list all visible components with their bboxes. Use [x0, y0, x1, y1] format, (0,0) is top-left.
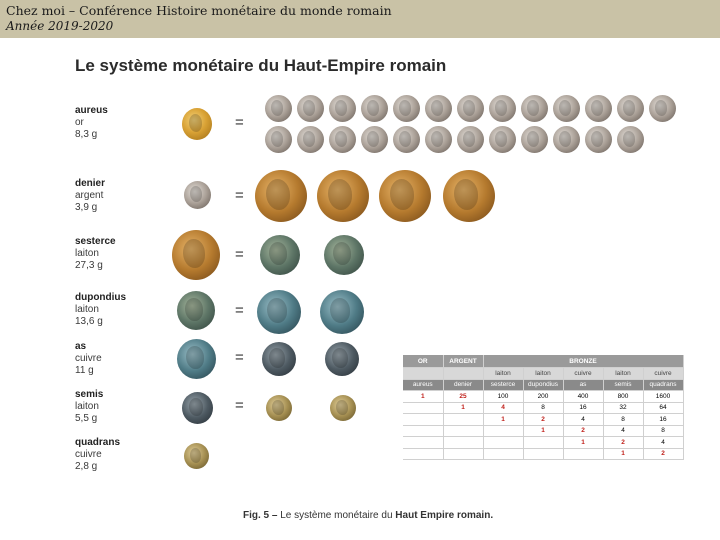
table-cell — [443, 414, 483, 426]
equals-sign: = — [235, 246, 244, 263]
denier-coin — [489, 95, 516, 122]
as-coin — [257, 290, 301, 334]
table-cell: 1 — [603, 448, 643, 460]
figure-caption-prefix: Fig. 5 – — [243, 510, 278, 521]
table-row — [403, 402, 683, 414]
table-cell — [483, 425, 523, 437]
table-cell: 4 — [483, 402, 523, 414]
table-cell — [443, 448, 483, 460]
table-cell: 1 — [563, 437, 603, 449]
denier-coin — [617, 126, 644, 153]
denier-coin — [361, 95, 388, 122]
table-cell: 8 — [523, 402, 563, 414]
table-cell — [403, 425, 443, 437]
denier-coin — [553, 95, 580, 122]
label-as: as cuivre 11 g — [75, 341, 102, 376]
table-row — [403, 391, 683, 403]
semis-coin — [325, 342, 359, 376]
table-cell — [563, 448, 603, 460]
table-row — [403, 414, 683, 426]
table-cell: denier — [443, 379, 483, 391]
table-cell: aureus — [403, 379, 443, 391]
table-cell: 32 — [603, 402, 643, 414]
dupondius-coin — [324, 235, 364, 275]
denier-coin — [521, 95, 548, 122]
denier-coin — [265, 126, 292, 153]
table-cell: as — [563, 379, 603, 391]
denier-coin — [297, 126, 324, 153]
denier-coin — [457, 126, 484, 153]
table-group-header-row — [403, 355, 683, 368]
denier-coin — [585, 95, 612, 122]
denier-coin — [425, 126, 452, 153]
table-cell: 64 — [643, 402, 683, 414]
denier-coin — [393, 126, 420, 153]
table-cell: 2 — [643, 448, 683, 460]
table-cell: laiton — [523, 368, 563, 380]
table-cell: laiton — [483, 368, 523, 380]
sesterce-coin — [255, 170, 307, 222]
table-cell: 2 — [523, 414, 563, 426]
table-cell: 4 — [643, 437, 683, 449]
table-cell: semis — [603, 379, 643, 391]
table-name-row — [403, 379, 683, 391]
dupondius-coin — [260, 235, 300, 275]
table-cell: 1 — [403, 391, 443, 403]
figure-caption-text: Le système monétaire du — [280, 510, 393, 521]
table-metal-row — [403, 368, 683, 380]
table-cell: 1 — [443, 402, 483, 414]
label-quadrans: quadrans cuivre 2,8 g — [75, 437, 121, 472]
table-cell: 200 — [523, 391, 563, 403]
label-dupondius: dupondius laiton 13,6 g — [75, 292, 127, 327]
table-header: BRONZE — [483, 355, 683, 368]
label-sesterce: sesterce laiton 27,3 g — [75, 236, 116, 271]
table-cell: 1 — [483, 414, 523, 426]
conversion-table — [403, 355, 684, 460]
denier-coin — [553, 126, 580, 153]
header-subtitle: Année 2019-2020 — [6, 19, 114, 33]
denier-coin — [329, 95, 356, 122]
table-cell: 8 — [603, 414, 643, 426]
table-cell — [403, 448, 443, 460]
equals-sign: = — [235, 397, 244, 414]
semis-coin — [182, 392, 213, 424]
dupondius-coin — [177, 291, 215, 330]
figure-caption-emph: Haut Empire romain. — [395, 510, 494, 521]
equals-sign: = — [235, 349, 244, 366]
denier-coin — [393, 95, 420, 122]
equals-sign: = — [235, 187, 244, 204]
equals-sign: = — [235, 114, 244, 131]
table-cell: 100 — [483, 391, 523, 403]
denier-coin — [297, 95, 324, 122]
table-cell — [403, 437, 443, 449]
table-cell: 8 — [643, 425, 683, 437]
table-cell — [443, 425, 483, 437]
denier-coin — [457, 95, 484, 122]
table-cell: 4 — [603, 425, 643, 437]
table-cell: 16 — [643, 414, 683, 426]
table-cell: 25 — [443, 391, 483, 403]
denier-coin — [265, 95, 292, 122]
table-cell: 400 — [563, 391, 603, 403]
denier-coin — [649, 95, 676, 122]
sesterce-coin — [317, 170, 369, 222]
quadrans-coin — [184, 443, 209, 469]
table-row — [403, 437, 683, 449]
table-cell — [403, 368, 443, 380]
table-header: ARGENT — [443, 355, 483, 368]
figure-caption — [243, 510, 493, 521]
denier-coin — [521, 126, 548, 153]
table-cell: 2 — [563, 425, 603, 437]
table-cell: quadrans — [643, 379, 683, 391]
table-cell — [483, 448, 523, 460]
table-cell — [443, 368, 483, 380]
sesterce-coin — [443, 170, 495, 222]
aureus-coin — [182, 108, 212, 140]
page-title: Le système monétaire du Haut-Empire romain — [75, 56, 447, 75]
table-cell — [523, 437, 563, 449]
table-cell: 1600 — [643, 391, 683, 403]
as-coin — [320, 290, 364, 334]
sesterce-coin — [172, 230, 220, 280]
table-cell: 800 — [603, 391, 643, 403]
denier-coin — [489, 126, 516, 153]
equals-sign: = — [235, 302, 244, 319]
table-cell — [443, 437, 483, 449]
label-aureus: aureus or 8,3 g — [75, 105, 108, 140]
denier-coin — [617, 95, 644, 122]
table-cell — [403, 402, 443, 414]
table-row — [403, 448, 683, 460]
label-semis: semis laiton 5,5 g — [75, 389, 104, 424]
table-cell: 1 — [523, 425, 563, 437]
table-cell — [483, 437, 523, 449]
table-cell: 16 — [563, 402, 603, 414]
header-title: Chez moi – Conférence Histoire monétaire du monde romain — [6, 3, 392, 18]
denier-coin — [184, 181, 211, 209]
table-cell — [523, 448, 563, 460]
denier-coin — [329, 126, 356, 153]
table-cell: 4 — [563, 414, 603, 426]
table-cell: dupondius — [523, 379, 563, 391]
table-row — [403, 425, 683, 437]
header-banner — [0, 0, 720, 38]
semis-coin — [262, 342, 296, 376]
table-cell: cuivre — [563, 368, 603, 380]
quadrans-coin — [330, 395, 356, 421]
table-cell: cuivre — [643, 368, 683, 380]
as-coin — [177, 339, 216, 379]
label-denier: denier argent 3,9 g — [75, 178, 106, 213]
denier-coin — [425, 95, 452, 122]
denier-coin — [585, 126, 612, 153]
table-cell — [403, 414, 443, 426]
denier-coin — [361, 126, 388, 153]
table-cell: 2 — [603, 437, 643, 449]
table-header: OR — [403, 355, 443, 368]
quadrans-coin — [266, 395, 292, 421]
sesterce-coin — [379, 170, 431, 222]
table-cell: sesterce — [483, 379, 523, 391]
table-cell: laiton — [603, 368, 643, 380]
